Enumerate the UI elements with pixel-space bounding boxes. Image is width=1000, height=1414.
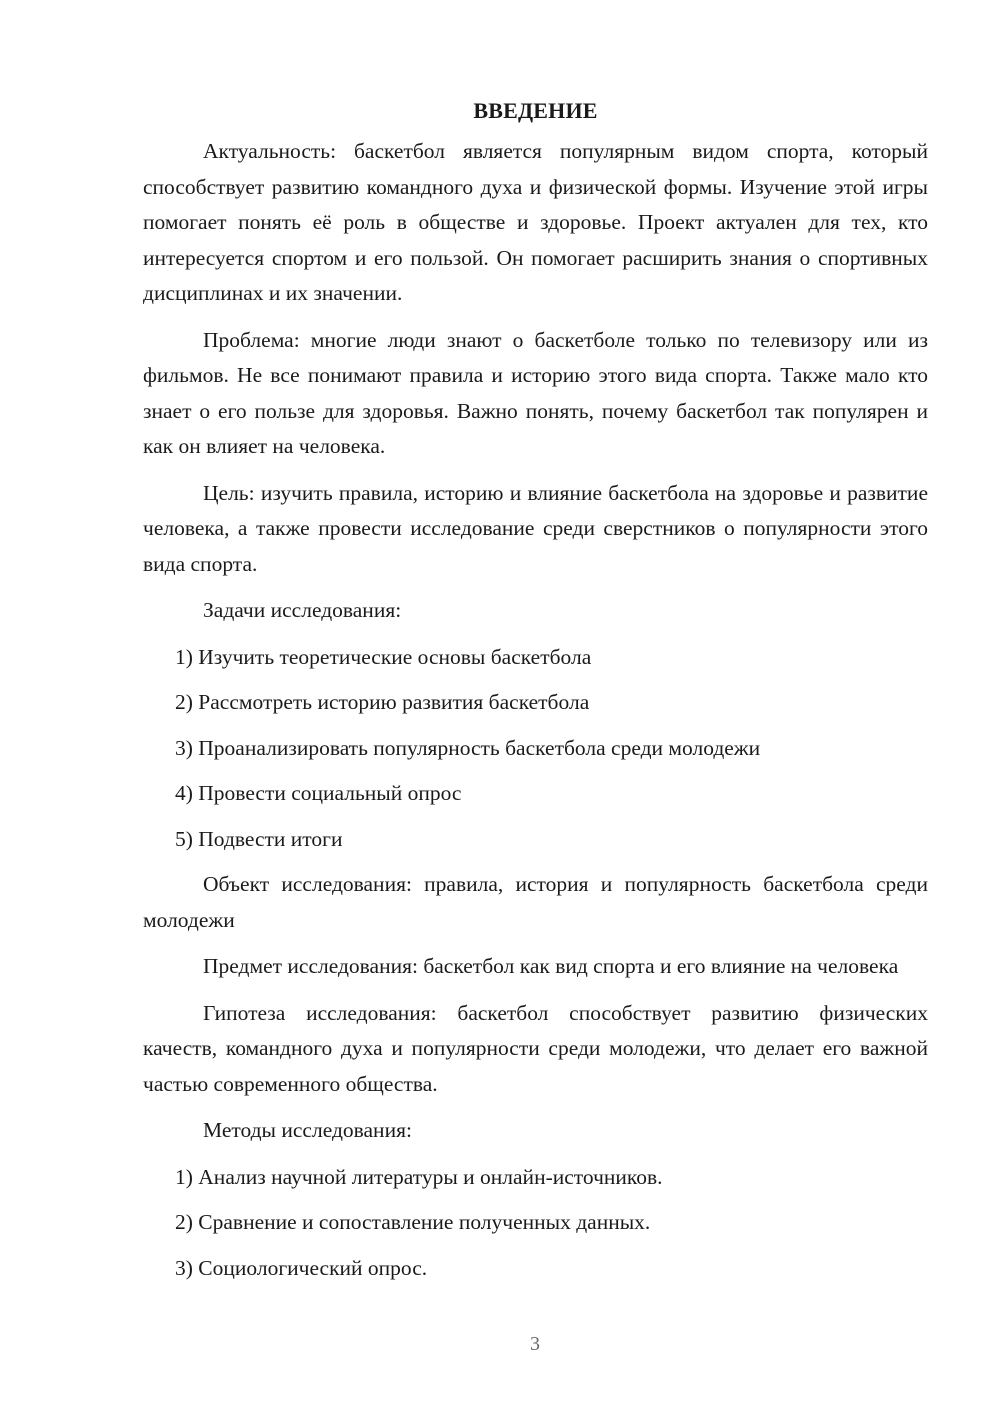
- task-item: 3) Проанализировать популярность баскетбола среди молодежи: [175, 735, 761, 760]
- problem-paragraph: Проблема: многие люди знают о баскетболе только по телевизору или из фильмов. Не все понимают правила и историю этого вида спорта. Также мало кто знает о его пользе для здоровья. Важно понять, почему баскетбол так популярен и как он влияет на человека.: [143, 327, 928, 458]
- method-item: 1) Анализ научной литературы и онлайн-источников.: [175, 1164, 663, 1189]
- object-paragraph: Объект исследования: правила, история и популярность баскетбола среди молодежи: [143, 872, 928, 932]
- tasks-label: Задачи исследования:: [203, 598, 402, 622]
- goal-paragraph: Цель: изучить правила, историю и влияние баскетбола на здоровье и развитие человека, а также провести исследование среди сверстников о популярности этого вида спорта.: [143, 480, 928, 576]
- task-item: 5) Подвести итоги: [175, 826, 343, 851]
- hypothesis-paragraph: Гипотеза исследования: баскетбол способствует развитию физических качеств, командного духа и популярности среди молодежи, что делает его важной частью современного общества.: [143, 1000, 928, 1096]
- methods-label: Методы исследования:: [203, 1118, 412, 1142]
- methods-list: [143, 1160, 928, 1287]
- page-content: [143, 96, 928, 1296]
- task-item: 4) Провести социальный опрос: [175, 781, 462, 805]
- relevance-paragraph: Актуальность: баскетбол является популярным видом спорта, который способствует развитию командного духа и физической формы. Изучение этой игры помогает понять её роль в обществе и здоровье. Проект актуален для тех, кто интересуется спортом и его пользой. Он помогает расширить знания о спортивных дисциплинах и их значении.: [143, 139, 928, 305]
- task-item: 1) Изучить теоретические основы баскетбола: [175, 644, 592, 669]
- section-heading: ВВЕДЕНИЕ: [473, 98, 598, 123]
- subject-paragraph: Предмет исследования: баскетбол как вид спорта и его влияние на человека: [203, 954, 899, 978]
- method-item: 3) Социологический опрос.: [175, 1255, 428, 1280]
- page-number: 3: [530, 1333, 540, 1355]
- method-item: 2) Сравнение и сопоставление полученных данных.: [175, 1210, 651, 1234]
- tasks-list: [143, 640, 928, 858]
- task-item: 2) Рассмотреть историю развития баскетбола: [175, 690, 590, 714]
